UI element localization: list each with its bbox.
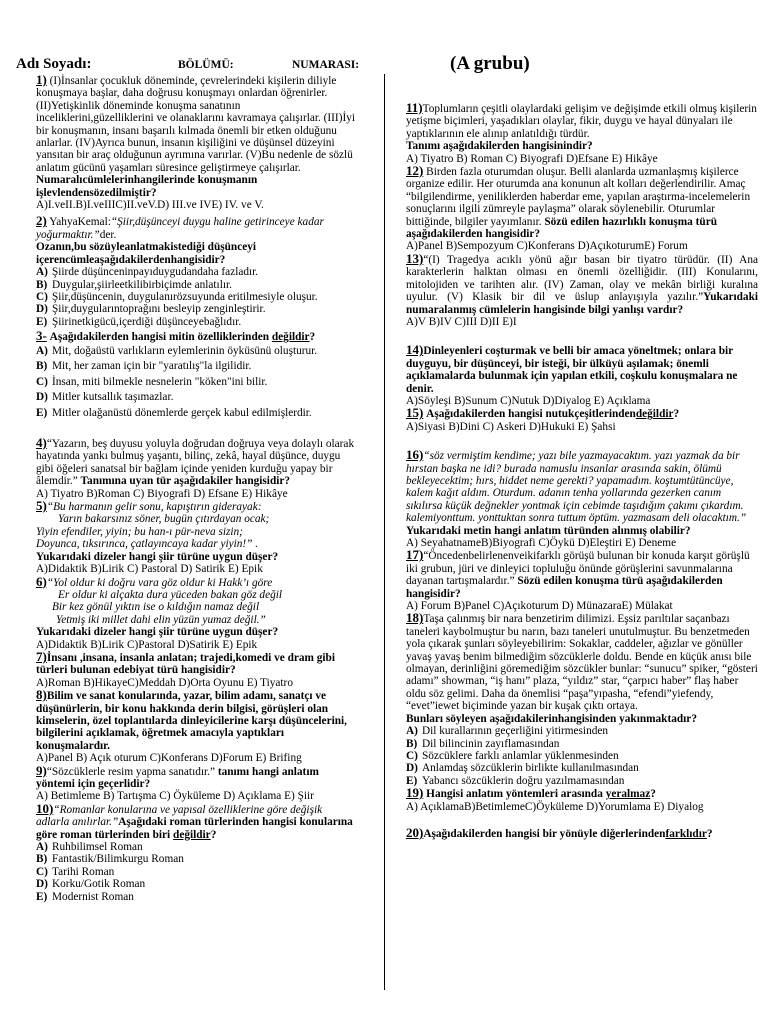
question-number: 17)	[406, 547, 424, 563]
answer-option	[406, 775, 758, 787]
answer-options	[36, 344, 358, 422]
answer-option	[36, 344, 358, 360]
negation-word: değildir	[173, 828, 211, 841]
answer-options	[36, 841, 358, 903]
answer-options: A) Tiyatro B)Roman C) Biyografi D) Efsane E) Hikâye	[36, 487, 288, 500]
question-11	[406, 102, 758, 165]
question-9	[36, 762, 358, 803]
question-text: “Yazarın, beş duyusu yoluyla doğrudan doğruya veya dolaylı olarak hayatında yankı bulmuş yaşantı, bilinç, zekâ, hayal düşünce, duygu gibi öğeleri sanatsal bir bağlam içinde yeniden kurduğu yapay bir âlemdir.”	[36, 438, 355, 488]
answer-option	[36, 390, 358, 406]
poem-line: Yarın bakarsınız söner, bugün çıtırdayan ocak;	[58, 513, 270, 526]
quote-text: “Romanlar konularına ve yapısal özelliklerine göre değişik adlarla anılırlar.”	[36, 803, 323, 829]
option-text: Korku/Gotik Roman	[52, 878, 146, 891]
answer-option	[36, 406, 358, 422]
column-divider	[384, 74, 385, 990]
question-text: Taşa çalınmış bir nara benzetirim dilimizi. Eşsiz parıltılar saçanbazı taneleri kaybolmuştur bu narın, bazı taneleri unutulmuştur. Bu benzetmeden yola çıkarak şunları söyleyebilirim: Sokaklar, caddeler, ağızlar ve gönüller yavaş yavaş benim bilmediğim sözcüklerle doldu. Bende en küçük anısı bile olmayan, derinliğini göremediğim sözcükler bunlar: “sunucu” spiker, “gösteri adamı” showman, “iş hanı” plaza, “yıldız” star, “çarpıcı haber” flaş haber oldu söz gelimi. Daha da önemlisi “paşa”yıpasha, “efendi”yiefendy, “evet”iewet biçiminde yazan bir kuşak çıktı ortaya.	[406, 613, 758, 713]
answer-option	[406, 750, 758, 762]
question-number: 7)	[36, 648, 47, 664]
answer-options	[406, 725, 758, 787]
question-prompt: Sözü edilen konuşma türü aşağıdakilerden hangisidir?	[406, 575, 723, 600]
question-4	[36, 437, 358, 500]
quote-text: “Şiir,düşünceyi duygu haline getirinceye kadar yoğurmaktır.”	[36, 216, 324, 241]
question-18	[406, 612, 758, 787]
poem-line: “Bu harmanın gelir sonu, kapıştırın giderayak:	[46, 501, 262, 514]
question-text: (I)İnsanlar çocukluk döneminde, çevrelerindeki kişilerin diliyle konuşmaya başlar, daha doğrusu konuşmayı onlardan öğrenirler. (II)Yetişkinlik döneminde konuşma sanatının inceliklerini,güzelliklerini ve olanaklarını kavramaya çalışırlar. (III)İyi bir konuşmanın, insanı başarılı kılmada önemli bir etken olduğunu anlarlar. (IV)Ayrıca bunun, insanın kişiliğini ve düşünsel düzeyini yansıtan bir araç olduğunun ayrımına varırlar. (V)Bu nedenle de sözlü anlatım gücünü yaşamları süresince geliştirmeye çalışırlar.	[36, 75, 355, 174]
question-lead: YahyaKemal:	[49, 216, 111, 229]
question-text: “Sözcüklerle resim yapma sanatıdır.”	[46, 765, 215, 778]
answer-options: A)Didaktik B)Lirik C) Pastoral D) Satirik E) Epik	[36, 563, 263, 576]
answer-options: A)Söyleşi B)Sunum C)Nutuk D)Diyalog E) Açıklama	[406, 394, 651, 407]
question-number: 13)	[406, 250, 424, 266]
option-text: Mitler olağanüstü dönemlerde gerçek kabul edilmişlerdir.	[52, 406, 312, 419]
question-number: 10)	[36, 800, 54, 816]
question-tail: der.	[99, 228, 117, 241]
answer-option	[36, 866, 358, 878]
question-prompt: Hangisi anlatım yöntemleri arasında	[426, 788, 603, 801]
question-number: 1)	[36, 72, 47, 87]
question-1	[36, 74, 358, 211]
answer-options: A) Forum B)Panel C)Açıkoturum D) MünazaraE) Mülakat	[406, 600, 673, 613]
poem-line: Yetmiş iki millet dahi elin yüzün yumaz değil.”	[56, 613, 266, 626]
question-prompt: Yukarıdaki metin hangi anlatım türünden alınmış olabilir?	[406, 524, 691, 537]
question-text: “(I) Tragedya acıklı yönü ağır basan bir tiyatro türüdür. (II) Ana karakterlerin halktan olması en önemli özelliğidir. (III) Konularını, mitolojiden ve tarihten alır. (IV) Zaman, olay ve mekân birliği kuralına uyulur. (V) Klasik bir dil ve üslup anlayışıyla yazılır.”	[406, 253, 758, 304]
question-8	[36, 689, 358, 764]
answer-option	[406, 738, 758, 750]
option-text: İnsan, miti bilmekle nesnelerin "köken"ini bilir.	[52, 375, 268, 388]
question-prompt: Yukarıdaki dizeler hangi şiir türüne uygun düşer?	[36, 626, 279, 639]
question-mark: ?	[650, 788, 656, 801]
option-text: Dil bilincinin zayıflamasından	[422, 737, 560, 750]
negation-word: yeralmaz	[605, 788, 651, 801]
option-text: Mit, doğaüstü varlıkların eylemlerinin öyküsünü oluşturur.	[52, 344, 318, 357]
answer-options: A) Tiyatro B) Roman C) Biyografi D)Efsane E) Hikâye	[406, 152, 658, 165]
question-number: 9)	[36, 762, 47, 778]
question-number: 8)	[36, 687, 47, 703]
option-letter: D)	[36, 303, 48, 316]
number-label: NUMARASI:	[292, 59, 360, 71]
question-text: Dinleyenleri coşturmak ve belli bir amaca yöneltmek; onlara bir duyguyu, bir düşünceyi, bir isteği, bir ülküyü aşılamak; önemli açıklamalarda bulunmak için yapılan etkili, coşkulu konuşmalara ne denir.	[406, 345, 738, 395]
option-letter: D)	[36, 391, 48, 404]
answer-option	[406, 762, 758, 774]
poem-line: “Yol oldur ki doğru vara göz oldur ki Hakk’ı göre	[46, 576, 273, 589]
answer-option	[406, 725, 758, 737]
question-mark: ?	[673, 408, 680, 421]
question-prompt: Sözü edilen hazırlıklı konuşma türü aşağıdakilerden hangisidir?	[406, 215, 718, 241]
option-letter: C)	[36, 375, 48, 388]
negation-word: farklıdır	[665, 827, 707, 840]
poem-line: Yiyin efendiler, yiyin; bu han-ı pür-neva sizin;	[36, 525, 243, 538]
question-number: 2)	[36, 213, 47, 229]
question-text: Birden fazla oturumdan oluşur. Belli alanlarda uzmanlaşmış kişilerce organize edilir. Her oturumda ana konunun alt kolları değerlendirilir. Amaç “bilgilendirme, yeniliklerden haberdar eme, yapılan araştırma-incelemelerin sonuçlarını ilgili zümreyle paylaşma” olarak söylenebilir. Oturumlar bittiğinde, bilgiler yayımlanır.	[406, 166, 751, 228]
question-prompt: Tanımı aşağıdakilerden hangisinindir?	[406, 140, 593, 153]
question-prompt: Aşağıdakilerden hangisi nutukçeşitlerinden	[426, 408, 636, 421]
question-mark: ?	[210, 828, 217, 841]
question-number: 12)	[406, 163, 424, 179]
question-14	[406, 344, 758, 407]
question-text: Toplumların çeşitli olaylardaki gelişim ve değişimde etkili olmuş kişilerin yetişme biçimleri, yaşadıkları olaylar, fikir, duygu ve hayal dünyaları ile yaptıklarının ele alınıp anlatıldığı türdür.	[406, 103, 757, 140]
question-number: 4)	[36, 435, 47, 451]
option-text: Duygular,şiirleetkilibirbiçimde anlatılır.	[52, 278, 232, 291]
answer-option	[36, 841, 358, 853]
option-text: Şiir,duygularıntoprağını besleyip zenginleştirir.	[52, 303, 266, 316]
question-6	[36, 573, 358, 651]
option-text: Fantastik/Bilimkurgu Roman	[52, 853, 184, 866]
answer-option	[36, 375, 358, 391]
option-text: Modernist Roman	[52, 890, 134, 903]
option-letter: E)	[36, 315, 48, 328]
question-15	[406, 407, 758, 433]
question-mark: ?	[706, 827, 713, 840]
question-10	[36, 800, 358, 903]
question-number: 19)	[406, 785, 424, 801]
question-prompt: Aşağıdaki roman türlerinden hangisi konularına göre roman türlerinden biri	[36, 816, 353, 841]
question-number: 15)	[406, 405, 424, 421]
answer-option	[36, 878, 358, 890]
question-prompt: Yukarıdaki dizeler hangi şiir türüne uygun düşer?	[36, 550, 279, 563]
answer-option	[36, 316, 358, 328]
question-mark: ?	[309, 331, 316, 344]
question-19	[406, 787, 758, 813]
question-number: 3-	[36, 328, 47, 344]
department-label: BÖLÜMÜ:	[178, 59, 234, 71]
question-prompt: Bunları söyleyen aşağıdakilerinhangisinden yakınmaktadır?	[406, 712, 697, 725]
question-number: 11)	[406, 100, 423, 115]
option-text: Yabancı sözcüklerin doğru yazılmamasından	[422, 774, 625, 787]
question-number: 14)	[406, 342, 424, 358]
option-letter: A)	[406, 725, 418, 738]
question-prompt: Aşağıdakilerden hangisi mitin özelliklerinden	[49, 331, 270, 344]
answer-options: A)Roman B)HikayeC)Meddah D)Orta Oyunu E) Tiyatro	[36, 676, 293, 689]
question-20	[406, 824, 758, 840]
question-prompt: Numaralıcümlelerinhangilerinde konuşmanın işlevlendensözedilmiştir?	[36, 174, 258, 199]
group-label: (A grubu)	[450, 53, 530, 74]
answer-option	[36, 266, 358, 278]
question-17	[406, 549, 758, 612]
poem-line: Er oldur ki alçakta dura yüceden bakan göz değil	[58, 588, 283, 601]
question-3	[36, 330, 358, 421]
option-letter: A)	[36, 344, 48, 357]
option-letter: B)	[406, 737, 418, 750]
option-letter: C)	[36, 290, 48, 303]
option-text: Şiirinetkigücü,içerdiği düşünceyebağlıdır.	[52, 315, 242, 328]
answer-options: A)Siyasi B)Dini C) Askeri D)Hukuki E) Şahsi	[406, 420, 616, 433]
question-16	[406, 449, 758, 549]
answer-options: A)Didaktik B)Lirik C)Pastoral D)Satirik E) Epik	[36, 638, 258, 651]
quote-text: “söz vermiştim kendime; yazı bile yazmayacaktım. yazı yazmak da bir hırstan başka ne idi? burada namuslu insanlar arasında sakin, ölümü bekleyecektim; hırs, hiddet neme gerekti? yapamadım. koştumtütüncüye, kalem kağıt aldım. Oturdum. adanın tenha yollarında gezerken canım sıkılırsa küçük değnekler yontmak için cebimde taşıdığım çakımı çıkardım. kalemiyonttum. yonttuktan sonra tuttum öptüm. yazmasam deli olacaktım.”	[406, 450, 747, 525]
poem-line: Doyunca, tıksırınca, çatlayıncaya kadar yiyin!” .	[36, 538, 259, 551]
answer-option	[36, 359, 358, 375]
question-2	[36, 215, 358, 328]
question-number: 20)	[406, 824, 424, 840]
question-number: 5)	[36, 498, 47, 514]
answer-options: A)Panel B) Açık oturum C)Konferans D)Forum E) Brifing	[36, 752, 302, 765]
question-prompt: tanımı hangi anlatım yöntemi için geçerlidir?	[36, 765, 319, 790]
option-text: Tarihi Roman	[52, 865, 115, 878]
answer-options: A)Panel B)Sempozyum C)Konferans D)AçıkoturumE) Forum	[406, 240, 688, 253]
question-7	[36, 648, 358, 689]
option-letter: D)	[36, 878, 48, 891]
option-letter: C)	[36, 865, 48, 878]
question-prompt: Ozanın,bu sözüyleanlatmakistediği düşünceyi içerencümleaşağıdakilerdenhangisidir?	[36, 241, 257, 266]
left-column	[36, 74, 358, 903]
question-12	[406, 165, 758, 253]
answer-options: A)I.veII.B)I.veIIIC)II.veV.D) III.ve IVE) IV. ve V.	[36, 199, 264, 212]
question-number: 16)	[406, 447, 424, 463]
question-number: 18)	[406, 610, 424, 626]
option-letter: D)	[406, 762, 418, 775]
poem-line: Bir kez gönül yıktın ise o kıldığın namaz değil	[52, 601, 260, 614]
question-prompt: Yukarıdaki numaralanmış cümlelerin hangisinde bilgi yanlışı vardır?	[406, 291, 758, 316]
answer-option	[36, 291, 358, 303]
option-text: Mit, her zaman için bir "yaratılış"la ilgilidir.	[52, 360, 252, 373]
question-prompt: Aşağıdakilerden hangisi bir yönüyle diğerlerinden	[423, 827, 666, 840]
option-letter: E)	[406, 774, 418, 787]
answer-option	[36, 279, 358, 291]
answer-option	[36, 853, 358, 865]
answer-options: A)V B)IV C)III D)II E)I	[406, 315, 517, 328]
option-text: Sözcüklere farklı anlamlar yüklenmesinden	[422, 749, 619, 762]
option-letter: A)	[36, 266, 48, 279]
option-text: Ruhbilimsel Roman	[52, 841, 143, 854]
question-text: “Öncedenbelirlenenveikifarklı görüşü bulunan bir konuda karşıt görüşlü iki grubun, jüri ve dinleyici topluluğu önünde görüşlerini savunmalarına dayanan tartışmalardır.”	[406, 550, 750, 588]
option-letter: B)	[36, 360, 48, 373]
question-text: İnsanı ,insana, insanla anlatan; trajedi,komedi ve dram gibi türleri bulunan edebiyat türü hangisidir?	[36, 651, 335, 677]
answer-option	[36, 303, 358, 315]
question-text: Bilim ve sanat konularında, yazar, bilim adamı, sanatçı ve düşünürlerin, bir konu hakkında derin bilgisi, görüşleri olan kimselerin, özel toplantılarda dinleyicilerine karşı düşüncelerini, bilgilerini açıklamak, öğretmek amacıyla yaptıkları konuşmalardır.	[36, 690, 347, 752]
question-13	[406, 250, 758, 328]
question-prompt: Tanımına uyan tür aşağıdakiler hangisidir?	[80, 475, 291, 488]
answer-options: A) Betimleme B) Tartışma C) Öyküleme D) Açıklama E) Şiir	[36, 790, 314, 803]
option-text: Şiir,düşüncenin, duygulanırözsuyunda eritilmesiyle oluşur.	[52, 290, 318, 303]
option-letter: A)	[36, 841, 48, 854]
option-letter: C)	[406, 749, 418, 762]
answer-options	[36, 266, 358, 328]
option-letter: E)	[36, 406, 48, 419]
name-label: Adı Soyadı:	[16, 56, 92, 72]
question-number: 6)	[36, 573, 47, 589]
option-text: Dil kurallarının geçerliğini yitirmesinden	[422, 725, 609, 738]
option-text: Anlamdaş sözcüklerin birlikte kullanılmasından	[422, 762, 639, 775]
option-letter: E)	[36, 890, 48, 903]
right-column	[406, 102, 758, 840]
option-letter: B)	[36, 278, 48, 291]
answer-options: A) AçıklamaB)BetimlemeC)Öyküleme D)Yorumlama E) Diyalog	[406, 800, 704, 813]
answer-option	[36, 891, 358, 903]
option-letter: B)	[36, 853, 48, 866]
option-text: Mitler kutsallık taşımazlar.	[52, 391, 174, 404]
negation-word: değildir	[271, 331, 310, 344]
answer-options: A) SeyahatnameB)Biyografi C)Öykü D)Eleştiri E) Deneme	[406, 537, 677, 549]
question-5	[36, 500, 358, 575]
option-text: Şiirde düşünceninpayıduygudandaha fazladır.	[52, 266, 259, 279]
negation-word: değildir	[635, 408, 674, 421]
